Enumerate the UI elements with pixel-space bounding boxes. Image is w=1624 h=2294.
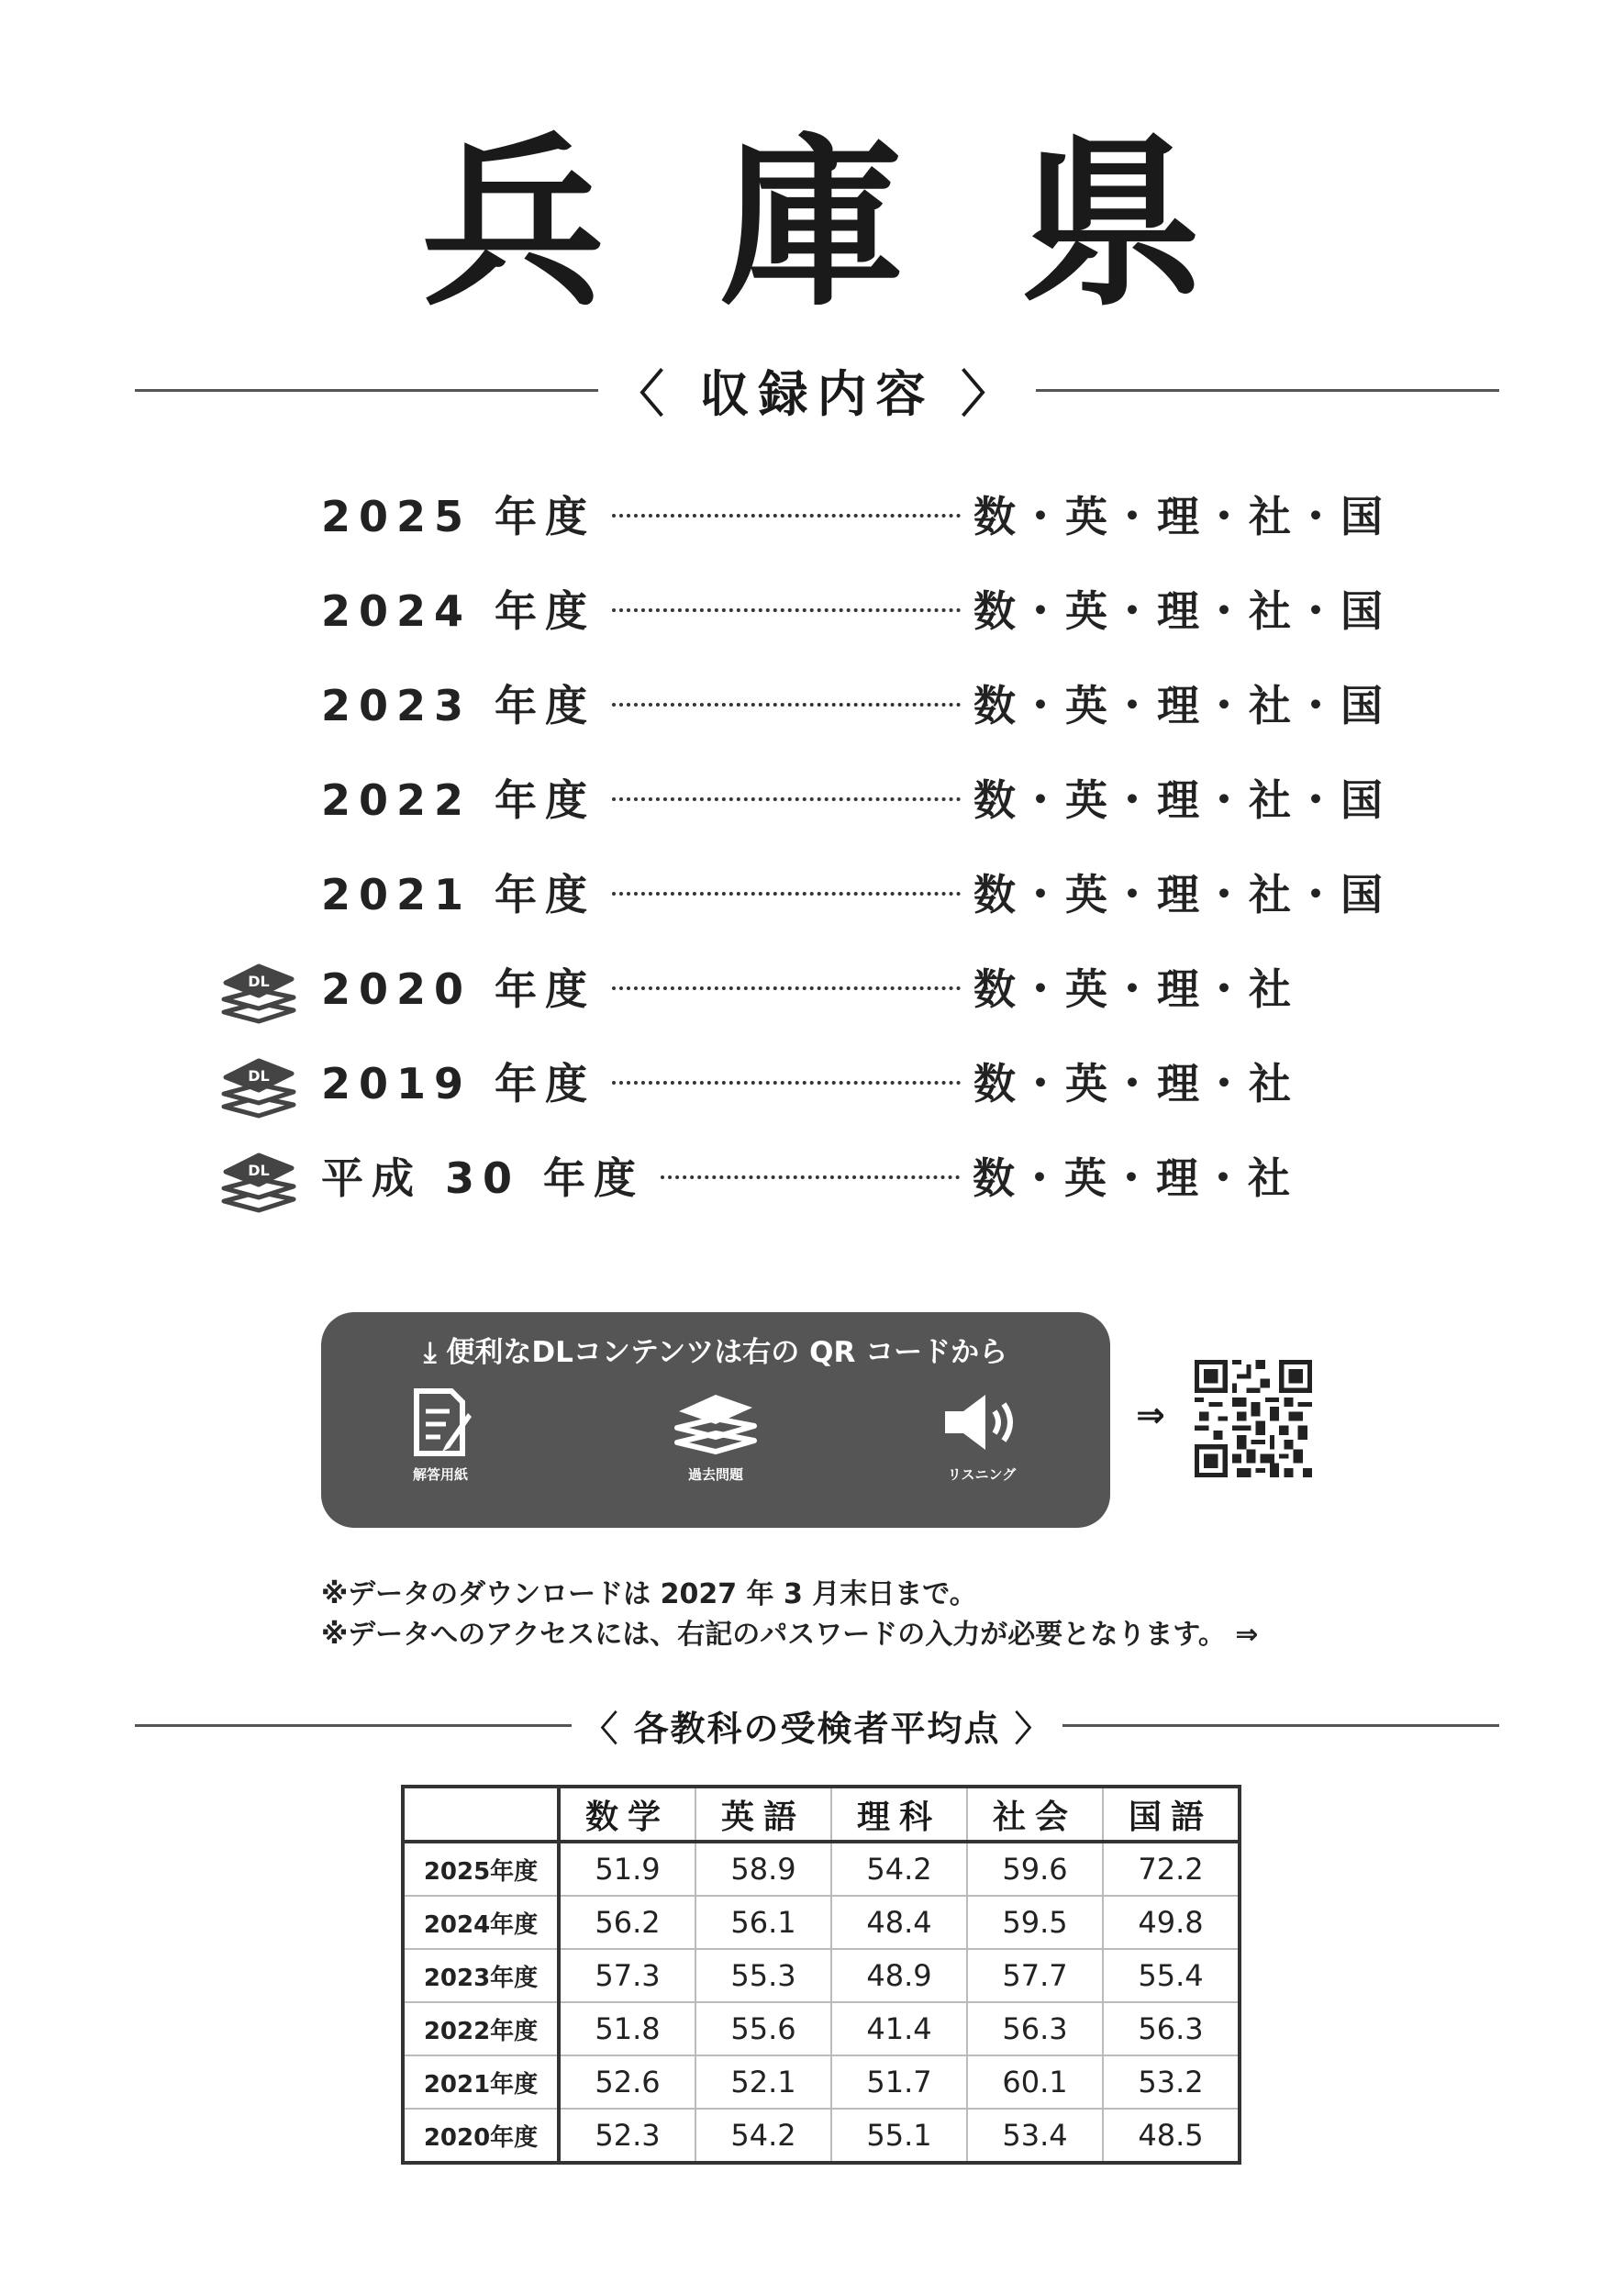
banner-item-answer-sheet xyxy=(367,1386,514,1484)
score-cell: 57.3 xyxy=(559,1949,695,2002)
banner-item-label: 解答用紙 xyxy=(412,1466,468,1483)
row-year: 2025年度 xyxy=(403,1842,559,1896)
download-icon: ⤓ xyxy=(423,1336,447,1369)
contents-year: 2020 年度 xyxy=(321,964,596,1014)
contents-subjects: 数・英・理・社 xyxy=(973,964,1296,1014)
dot-leader xyxy=(612,986,961,990)
row-year: 2024年度 xyxy=(403,1896,559,1949)
banner-item-label: 過去問題 xyxy=(687,1466,743,1483)
divider xyxy=(1062,1724,1499,1727)
score-cell: 51.9 xyxy=(559,1842,695,1896)
score-cell: 57.7 xyxy=(967,1949,1103,2002)
banner-heading-text: 便利なDLコンテンツは右の QR コードから xyxy=(446,1336,1008,1369)
contents-heading: 〈 収録内容 〉 xyxy=(614,364,1020,423)
score-cell: 52.6 xyxy=(559,2055,695,2109)
score-cell: 59.5 xyxy=(967,1896,1103,1949)
contents-row xyxy=(321,572,1386,645)
table-row xyxy=(403,1896,1240,1949)
score-cell: 56.3 xyxy=(967,2002,1103,2055)
contents-row xyxy=(321,477,1386,551)
dot-leader xyxy=(612,1081,961,1085)
score-cell: 48.5 xyxy=(1103,2109,1240,2163)
contents-year: 2019 年度 xyxy=(321,1059,596,1108)
download-books-icon xyxy=(217,1146,299,1219)
score-cell: 56.1 xyxy=(695,1896,831,1949)
divider xyxy=(1036,389,1499,392)
table-row xyxy=(403,2002,1240,2055)
banner-item-label: リスニング xyxy=(947,1466,1017,1483)
title-char: 県 xyxy=(1019,117,1204,331)
dot-leader xyxy=(612,797,961,801)
title-char: 庫 xyxy=(720,117,905,331)
table-row xyxy=(403,2055,1240,2109)
score-cell: 54.2 xyxy=(695,2109,831,2163)
download-deadline-note: ※データのダウンロードは 2027 年 3 月末日まで。 xyxy=(321,1578,977,1610)
score-cell: 54.2 xyxy=(831,1842,967,1896)
contents-year: 2023 年度 xyxy=(321,681,596,730)
contents-year: 平成 30 年度 xyxy=(321,1153,645,1203)
score-cell: 41.4 xyxy=(831,2002,967,2055)
contents-year: 2024 年度 xyxy=(321,586,596,636)
score-cell: 56.2 xyxy=(559,1896,695,1949)
contents-subjects: 数・英・理・社・国 xyxy=(973,681,1387,730)
score-cell: 49.8 xyxy=(1103,1896,1240,1949)
dl-icon-text: DL xyxy=(248,1067,270,1085)
column-header: 社会 xyxy=(967,1787,1103,1842)
answer-sheet-icon xyxy=(404,1386,477,1459)
table-corner-cell xyxy=(403,1787,559,1842)
contents-row xyxy=(321,761,1386,834)
row-year: 2021年度 xyxy=(403,2055,559,2109)
contents-subjects: 数・英・理・社・国 xyxy=(973,586,1387,636)
dl-icon-text: DL xyxy=(248,1162,270,1179)
column-header: 国語 xyxy=(1103,1787,1240,1842)
score-cell: 59.6 xyxy=(967,1842,1103,1896)
average-scores-table xyxy=(401,1785,1241,2165)
contents-row xyxy=(321,1044,1295,1118)
contents-subjects: 数・英・理・社 xyxy=(973,1153,1295,1203)
row-year: 2023年度 xyxy=(403,1949,559,2002)
password-note: ※データへのアクセスには、右記のパスワードの入力が必要となります。 ⇒ xyxy=(321,1619,1259,1651)
column-header: 数学 xyxy=(559,1787,695,1842)
table-row xyxy=(403,1949,1240,2002)
score-cell: 58.9 xyxy=(695,1842,831,1896)
dl-icon-text: DL xyxy=(248,973,270,990)
title-char: 兵 xyxy=(421,117,606,331)
table-row xyxy=(403,2109,1240,2163)
contents-section-heading xyxy=(135,349,1499,431)
row-year: 2020年度 xyxy=(403,2109,559,2163)
dl-contents-banner xyxy=(321,1312,1110,1528)
score-cell: 55.1 xyxy=(831,2109,967,2163)
contents-row xyxy=(321,666,1386,740)
banner-item-books xyxy=(642,1386,789,1484)
score-cell: 53.2 xyxy=(1103,2055,1240,2109)
score-cell: 56.3 xyxy=(1103,2002,1240,2055)
score-cell: 48.4 xyxy=(831,1896,967,1949)
download-books-icon xyxy=(217,1052,299,1125)
banner-item-listening xyxy=(908,1386,1055,1484)
table-row xyxy=(403,1842,1240,1896)
score-cell: 51.8 xyxy=(559,2002,695,2055)
banner-heading xyxy=(321,1329,1110,1370)
score-cell: 48.9 xyxy=(831,1949,967,2002)
contents-subjects: 数・英・理・社・国 xyxy=(973,492,1387,541)
scores-heading: 〈 各教科の受検者平均点 〉 xyxy=(583,1708,1051,1749)
score-cell: 60.1 xyxy=(967,2055,1103,2109)
divider xyxy=(135,389,598,392)
qr-code-icon[interactable] xyxy=(1195,1360,1312,1477)
download-books-icon xyxy=(217,957,299,1030)
score-cell: 53.4 xyxy=(967,2109,1103,2163)
score-cell: 52.3 xyxy=(559,2109,695,2163)
score-cell: 55.3 xyxy=(695,1949,831,2002)
contents-row xyxy=(321,855,1386,929)
page-title xyxy=(0,119,1624,330)
contents-year: 2022 年度 xyxy=(321,775,596,825)
column-header: 理科 xyxy=(831,1787,967,1842)
contents-year: 2025 年度 xyxy=(321,492,596,541)
contents-row xyxy=(321,950,1295,1023)
contents-subjects: 数・英・理・社 xyxy=(973,1059,1296,1108)
score-cell: 51.7 xyxy=(831,2055,967,2109)
score-cell: 55.6 xyxy=(695,2002,831,2055)
row-year: 2022年度 xyxy=(403,2002,559,2055)
scores-section-heading xyxy=(135,1684,1499,1766)
score-cell: 55.4 xyxy=(1103,1949,1240,2002)
contents-subjects: 数・英・理・社・国 xyxy=(973,775,1387,825)
dot-leader xyxy=(661,1175,960,1179)
score-cell: 72.2 xyxy=(1103,1842,1240,1896)
contents-row xyxy=(321,1139,1294,1212)
books-icon xyxy=(670,1386,762,1459)
score-cell: 52.1 xyxy=(695,2055,831,2109)
dot-leader xyxy=(612,608,961,612)
speaker-icon xyxy=(936,1386,1028,1459)
dot-leader xyxy=(612,703,961,707)
divider xyxy=(135,1724,572,1727)
column-header: 英語 xyxy=(695,1787,831,1842)
arrow-to-qr: ⇒ xyxy=(1136,1395,1165,1435)
dot-leader xyxy=(612,892,961,896)
contents-year: 2021 年度 xyxy=(321,870,596,919)
table-header-row xyxy=(403,1787,1240,1842)
contents-subjects: 数・英・理・社・国 xyxy=(973,870,1387,919)
dot-leader xyxy=(612,514,961,518)
